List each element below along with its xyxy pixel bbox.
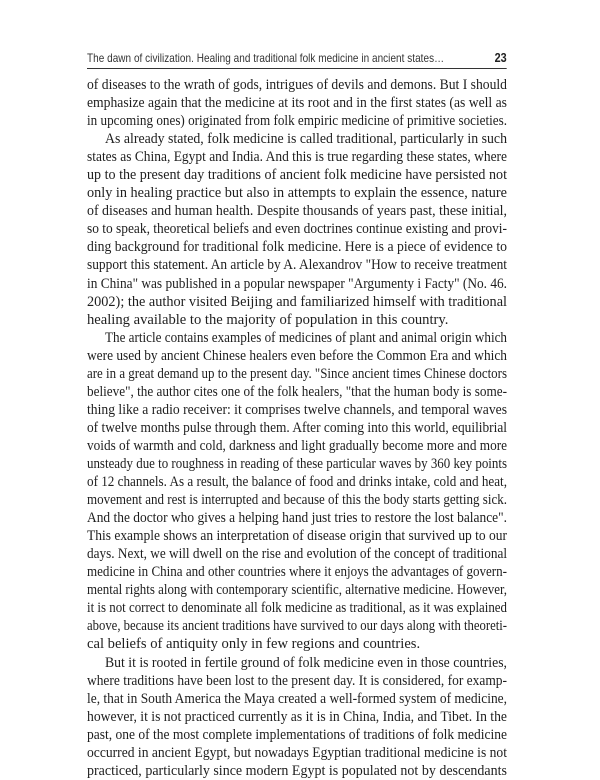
text-line: are in a great demand up to the present day. "Since ancient times Chinese doctors [87, 365, 507, 382]
text-line: of 12 channels. As a result, the balance of food and drinks intake, cold and heat, [87, 474, 507, 491]
text-line: in China" was published in a popular newspaper "Argumenty i Facty" (No. 46. [87, 275, 507, 292]
text-line: of twelve months pulse through them. After coming into this world, equilibrial [87, 419, 507, 436]
text-line: And the doctor who gives a helping hand just tries to restore the lost balance". [87, 510, 507, 527]
text-line: The article contains examples of medicines of plant and animal origin which [105, 329, 507, 346]
text-line: movement and rest is interrupted and because of this the body starts getting sick. [87, 492, 507, 509]
text-line: so to speak, theoretical beliefs and even doctrines continue existing and provi- [87, 221, 507, 238]
text-line: above, because its ancient traditions have survived to our days along with theoreti- [87, 618, 507, 635]
text-line: believe", the author cites one of the folk healers, "that the human body is some- [87, 383, 507, 400]
running-header [87, 50, 507, 69]
text-line: states as China, Egypt and India. And this is true regarding these states, where [87, 149, 507, 166]
text-line: ding background for traditional folk medicine. Here is a piece of evidence to [87, 239, 507, 256]
text-line: up to the present day traditions of ancient folk medicine have persisted not [87, 167, 507, 184]
text-line: were used by ancient Chinese healers even before the Common Era and which [87, 347, 507, 364]
text-line: healing available to the majority of population in this country. [87, 311, 449, 328]
text-line: of diseases to the wrath of gods, intrigues of devils and demons. But I should [87, 77, 507, 93]
text-line: past, one of the most complete implementations of traditions of folk medicine [87, 726, 507, 743]
text-line: 2002); the author visited Beijing and familiarized himself with traditional [87, 293, 507, 310]
text-line: As already stated, folk medicine is called traditional, particularly in such [105, 131, 507, 148]
text-line: practiced, particularly since modern Egypt is populated not by descendants [87, 762, 507, 779]
text-line: however, it is not practiced currently as it is in China, India, and Tibet. In the [87, 708, 507, 725]
page-number: 23 [494, 51, 507, 65]
text-line: where traditions have been lost to the present day. It is considered, for examp- [87, 672, 507, 689]
text-line: only in healing practice but also in attempts to explain the essence, nature [87, 185, 507, 202]
text-line: in upcoming ones) originated from folk empiric medicine of primitive societies. [87, 113, 507, 130]
text-line: occurred in ancient Egypt, but nowadays Egyptian traditional medicine is not [87, 744, 507, 761]
text-line: thing like a radio receiver: it comprises twelve channels, and temporal waves [87, 401, 507, 418]
text-line: of diseases and human health. Despite thousands of years past, these initial, [87, 203, 507, 220]
text-line: emphasize again that the medicine at its root and in the first states (as well as [87, 95, 507, 112]
text-line: But it is rooted in fertile ground of folk medicine even in those countries, [105, 654, 507, 671]
text-line: it is not correct to denominate all folk medicine as traditional, as it was explained [87, 600, 507, 617]
text-line: support this statement. An article by A. Alexandrov "How to receive treatment [87, 257, 507, 274]
text-line: voids of warmth and cold, darkness and light gradually become more and more [87, 437, 507, 454]
text-line: medicine in China and other countries where it enjoys the advantages of govern- [87, 564, 507, 581]
text-line: cal beliefs of antiquity only in few regions and countries. [87, 636, 421, 653]
text-line: This example shows an interpretation of disease origin that survived up to our [87, 528, 507, 545]
running-title: The dawn of civilization. Healing and traditional folk medicine in ancient states… [87, 52, 445, 65]
text-line: unsteady due to roughness in reading of these particular waves by 360 key points [87, 455, 507, 472]
text-line: mental rights along with contemporary scientific, alternative medicine. However, [87, 582, 507, 599]
body-text [87, 76, 507, 780]
text-line: days. Next, we will dwell on the rise and evolution of the concept of traditional [87, 546, 507, 563]
text-line: le, that in South America the Maya created a well-formed system of medicine, [87, 690, 507, 707]
